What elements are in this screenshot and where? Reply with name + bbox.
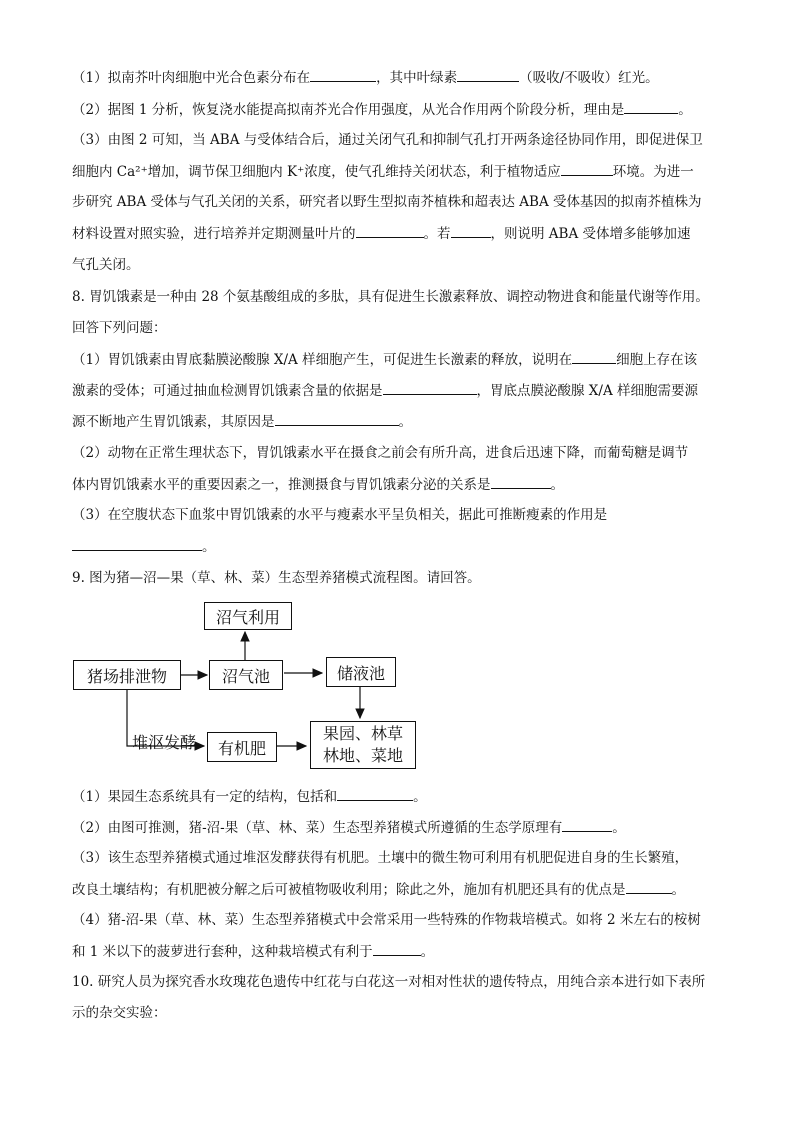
biogas-pool-label: 沼气池: [221, 666, 270, 686]
q9-p3-text: 。: [671, 882, 685, 898]
q8-p2-line1: （2）动物在正常生理状态下，胃饥饿素水平在摄食之前会有所升高，进食后迅速下降，而葡萄糖是调节: [72, 445, 689, 461]
organic-fertilizer-label: 有机肥: [217, 738, 266, 758]
q8-p1-text: 。: [398, 414, 412, 430]
answer-blank[interactable]: [562, 817, 612, 832]
q8-stem-line1: 8. 胃饥饿素是一种由 28 个氨基酸组成的多肽，具有促进生长激素释放、调控动物进食和能量代谢等作用。: [72, 289, 709, 305]
q7-p3-text: 环境。为进一: [612, 164, 694, 180]
q7-p3-line3: 步研究 ABA 受体与气孔关闭的关系，研究者以野生型拟南芥植株和超表达 ABA 受体基因的拟南芥植株为: [72, 194, 702, 210]
q8-p1-text: 源不断地产生胃饥饿素，其原因是: [72, 414, 275, 430]
biogas-use-label: 沼气利用: [215, 607, 280, 627]
q7-p3-text: 细胞内 Ca²⁺增加，调节保卫细胞内 K⁺浓度，使气孔维持关闭状态，利于植物适应: [72, 164, 561, 180]
answer-blank[interactable]: [626, 879, 672, 894]
farm-label-line1: 果园、林草: [322, 724, 403, 743]
q9-part1: [72, 786, 427, 807]
q9-p3-line2: [72, 879, 685, 900]
q9-p4-line2: [72, 941, 434, 962]
organic-fertilizer-box: [207, 732, 277, 762]
q8-stem-line2: 回答下列问题：: [72, 320, 167, 336]
q7-p3-text: 。若: [423, 226, 451, 242]
q9-p3-line1: （3）该生态型养猪模式通过堆沤发酵获得有机肥。土壤中的微生物可利用有机肥促进自身的生长繁殖，: [72, 850, 689, 866]
q9-p2-text: 。: [612, 820, 626, 836]
q7-p3-line5: 气孔关闭。: [72, 257, 140, 273]
farm-label-line2: 林地、菜地: [322, 746, 403, 765]
q7-p2-text-a: （2）据图 1 分析，恢复浇水能提高拟南芥光合作用强度，从光合作用两个阶段分析，理由是: [72, 102, 625, 118]
q9-p4-text: 。: [420, 944, 435, 960]
q7-p3-text: 材料设置对照实验，进行培养并定期测量叶片的: [72, 226, 356, 242]
q8-p1-text: ，胃底点膜泌酸腺 X/A 样细胞需要源: [476, 383, 698, 399]
q9-p1-text: （1）果园生态系统具有一定的结构，包括和: [72, 789, 338, 805]
q8-p1-text: 激素的受体；可通过抽血检测胃饥饿素含量的依据是: [72, 383, 383, 399]
q8-p1-text: （1）胃饥饿素由胃底黏膜泌酸腺 X/A 样细胞产生，可促进生长激素的释放，说明在: [72, 352, 573, 368]
q8-p3-line1: （3）在空腹状态下血浆中胃饥饿素的水平与瘦素水平呈负相关，据此可推断瘦素的作用是: [72, 507, 608, 523]
q9-p4-text: 和 1 米以下的菠萝进行套种，这种栽培模式有利于: [72, 944, 373, 960]
answer-blank[interactable]: [373, 941, 421, 956]
answer-blank[interactable]: [337, 786, 413, 801]
q9-stem: 9. 图为猪—沼—果（草、林、菜）生态型养猪模式流程图。请回答。: [72, 570, 481, 586]
q9-p4-line1: （4）猪-沼-果（草、林、菜）生态型养猪模式中会常采用一些特殊的作物栽培模式。如将 2 米左右的桉树: [72, 912, 701, 928]
q8-p2-text: 。: [550, 477, 564, 493]
q9-p1-text: 。: [413, 789, 427, 805]
q7-p1-text-a: （1）拟南芥叶肉细胞中光合色素分布在: [72, 70, 311, 86]
q9-p2-text: （2）由图可推测，猪-沼-果（草、林、菜）生态型养猪模式所遵循的生态学原理有: [72, 820, 563, 836]
q7-p1-text-c: （吸收/不吸收）红光。: [519, 70, 659, 86]
q7-p3-text: ，则说明 ABA 受体增多能够加速: [490, 226, 691, 242]
q8-p2-text: 体内胃饥饿素水平的重要因素之一，推测摄食与胃饥饿素分泌的关系是: [72, 477, 491, 493]
q9-p3-text: 改良土壤结构；有机肥被分解之后可被植物吸收利用；除此之外，施加有机肥还具有的优点是: [72, 882, 626, 898]
storage-pool-box: [326, 657, 396, 687]
q9-part2: [72, 817, 626, 838]
q8-p1-text: 细胞上存在该: [616, 352, 698, 368]
q10-stem-line2: 示的杂交实验：: [72, 1005, 167, 1021]
q7-p3-line1: （3）由图 2 可知，当 ABA 与受体结合后，通过关闭气孔和抑制气孔打开两条途径协同作用，即促进保卫: [72, 132, 703, 148]
pig-waste-label: 猪场排泄物: [86, 666, 167, 686]
storage-pool-label: 储液池: [336, 663, 385, 683]
pig-waste-box: [73, 660, 181, 690]
q10-stem-line1: 10. 研究人员为探究香水玫瑰花色遗传中红花与白花这一对相对性状的遗传特点，用纯合亲本进行如下表所: [72, 974, 706, 990]
q7-p1-text-b: ，其中叶绿素: [376, 70, 458, 86]
q7-p2-text-b: 。: [678, 102, 692, 118]
farm-box: [310, 721, 416, 769]
biogas-use-box: [204, 602, 292, 630]
biogas-pool-box: [209, 660, 283, 690]
compost-label: 堆沤发酵: [132, 733, 197, 752]
q8-p3-text: 。: [202, 539, 216, 555]
